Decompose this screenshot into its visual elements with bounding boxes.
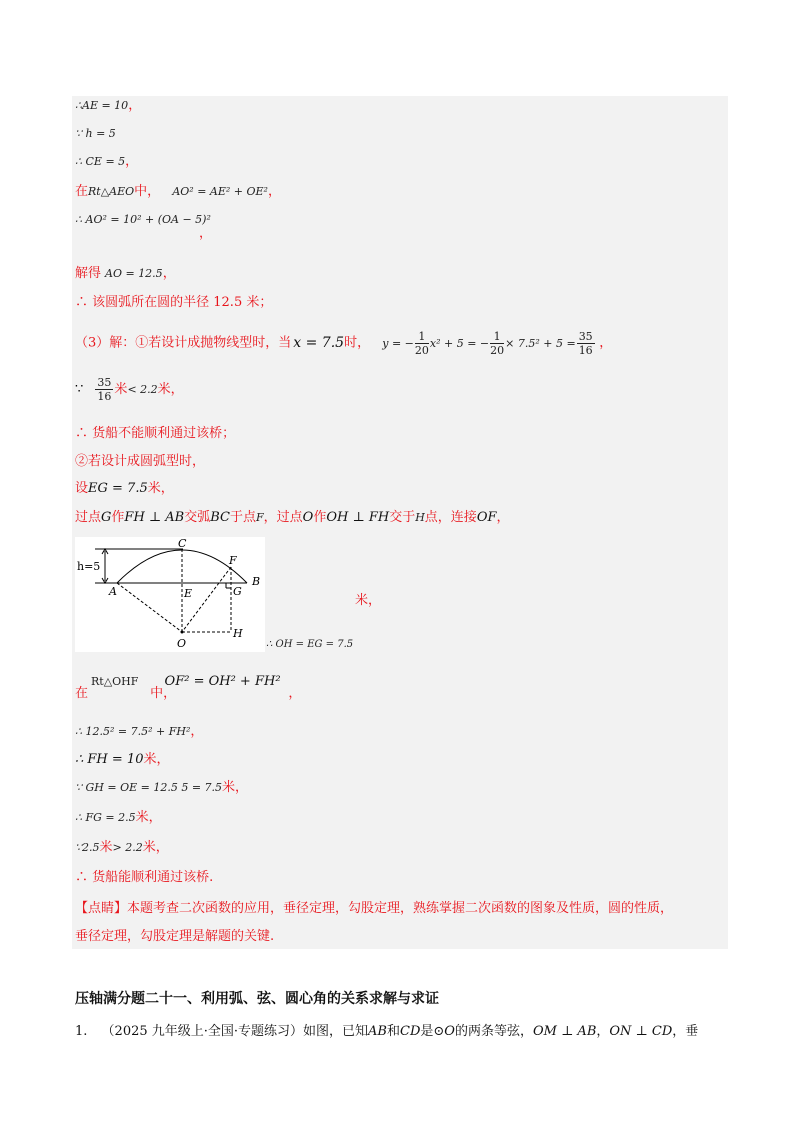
text: 解得 [75, 266, 102, 281]
solution-line [75, 686, 301, 702]
math-expr: OF [476, 510, 497, 525]
text: 米 [114, 382, 128, 397]
fraction-numerator: 1 [415, 330, 429, 344]
question-1 [75, 1020, 698, 1039]
solution-line [75, 212, 211, 228]
solution-line [75, 184, 281, 200]
solution-line-tail [199, 226, 212, 242]
math-expr: Rt△OHF [91, 675, 139, 688]
question-text: 的两条等弦， [454, 1024, 533, 1039]
label-h: h=5 [77, 560, 101, 573]
solution-line [75, 454, 205, 470]
math-expr: ∵ GH = OE = 12.5 5 = 7.5 [75, 781, 223, 794]
text: 设 [75, 481, 89, 496]
text: 于点 [229, 510, 256, 525]
solution-line [355, 593, 381, 609]
math-expr: > 2.2 [112, 841, 143, 854]
solution-line [266, 636, 353, 653]
text: ∵ [75, 382, 84, 397]
solution-line [75, 724, 203, 740]
math-expr: BC [210, 510, 230, 525]
text: 作 [111, 510, 125, 525]
label-o: O [177, 637, 187, 650]
label-c: C [178, 537, 187, 550]
text: ， [190, 724, 204, 739]
key-point-text: 【点睛】本题考查二次函数的应用，垂径定理，勾股定理，熟练掌握二次函数的图象及性质，圆的性质， [75, 901, 674, 916]
question-text: 和 [386, 1024, 400, 1039]
label-e: E [184, 587, 193, 600]
math-expr: FH ⊥ AB [124, 510, 185, 525]
text: （3）解：①若设计成抛物线型时，当 [75, 335, 292, 351]
text: 米， [142, 840, 169, 855]
text: ∴ 该圆弧所在圆的半径 12.5 米； [75, 295, 273, 310]
text: ， [288, 686, 302, 701]
text: 米， [355, 593, 382, 608]
math-expr: ON ⊥ CD [609, 1024, 673, 1039]
math-expr: ∴ FH = 10 [75, 752, 144, 767]
text: ， [267, 184, 281, 199]
math-expr: < 2.2 [127, 383, 158, 396]
text: ， [599, 335, 613, 351]
label-h-point: H [233, 627, 243, 640]
math-expr: H [415, 511, 425, 524]
math-expr: O [302, 510, 314, 525]
math-expr: Rt△AEO [88, 185, 135, 198]
solution-line [75, 266, 176, 282]
question-number: 1. [75, 1024, 88, 1039]
text: 中， [150, 686, 177, 701]
solution-line [75, 154, 138, 170]
text: ， [128, 98, 142, 113]
solution-line [75, 780, 248, 796]
solution-line [75, 810, 162, 826]
math-expr: ∴ FG = 2.5 [75, 811, 136, 824]
math-expr: ⊙O [433, 1024, 455, 1039]
text: 在 [75, 686, 89, 701]
solution-line [75, 426, 235, 442]
math-part: y = − [382, 336, 414, 350]
math-expr: ∴AE = 10 [75, 99, 129, 112]
math-part: x² + 5 = − [429, 336, 490, 350]
math-expr: OM ⊥ AB [532, 1024, 597, 1039]
text: 米 [99, 840, 113, 855]
math-expr: OH ⊥ FH [326, 510, 390, 525]
text: 过点 [75, 510, 102, 525]
fraction-numerator: 35 [97, 376, 112, 389]
solution-line [75, 929, 274, 945]
fraction-denominator: 16 [97, 390, 112, 403]
solution-line [75, 481, 174, 497]
math-expr: G [101, 510, 112, 525]
fraction-denominator: 16 [578, 344, 593, 357]
math-expr: ∴ 12.5² = 7.5² + FH² [75, 725, 191, 738]
solution-line [75, 752, 169, 768]
math-expr: ∴ OH = EG = 7.5 [266, 639, 354, 650]
question-text: （2025 九年级上·全国·专题练习）如图，已知 [101, 1024, 369, 1039]
math-expr: OF² = OH² + FH² [164, 674, 281, 689]
solution-line [75, 901, 673, 917]
text: 米， [157, 382, 184, 397]
text: ∴ 货船不能顺利通过该桥； [75, 426, 236, 441]
solution-line [75, 870, 213, 886]
math-expr: AO = 12.5 [105, 267, 163, 280]
math-expr: AO² = AE² + OE² [172, 185, 268, 198]
text: 米， [143, 752, 170, 767]
solution-line [75, 295, 272, 311]
math-part: × 7.5² + 5 = [505, 336, 576, 350]
text: ，过点 [263, 510, 303, 525]
geometry-diagram [75, 537, 265, 652]
math-expr: EG = 7.5 [88, 481, 148, 496]
question-text: ，垂 [672, 1024, 699, 1039]
question-text: 是 [420, 1024, 434, 1039]
text: 点，连接 [424, 510, 477, 525]
text: 时， [344, 335, 371, 351]
fraction-numerator: 35 [578, 330, 593, 343]
text: ②若设计成圆弧型时， [75, 454, 206, 469]
math-expr: F [256, 511, 264, 524]
math-expr: x = 7.5 [293, 334, 345, 351]
parabola-equation [382, 330, 599, 357]
solution-line [75, 840, 169, 856]
question-text: ， [596, 1024, 610, 1039]
fraction-denominator: 20 [490, 344, 505, 357]
math-expr: ∴ AO² = 10² + (OA − 5)² [75, 213, 211, 226]
label-f: F [229, 554, 237, 567]
fraction-denominator: 20 [414, 344, 429, 357]
solution-line [75, 330, 612, 357]
label-a: A [109, 585, 117, 598]
text: 作 [313, 510, 327, 525]
solution-line [75, 98, 141, 114]
text: ， [125, 154, 139, 169]
solution-line [75, 510, 510, 526]
solution-line [75, 126, 116, 142]
math-expr: ∴ CE = 5 [75, 155, 126, 168]
key-point-text: 垂径定理，勾股定理是解题的关键. [75, 929, 275, 944]
text: ∴ 货船能顺利通过该桥. [75, 870, 214, 885]
text: 交弧 [184, 510, 211, 525]
text: 在 [75, 184, 89, 199]
math-expr: AB [368, 1024, 387, 1039]
text: 米， [135, 810, 162, 825]
text: ， [162, 266, 176, 281]
text: 中， [134, 184, 161, 199]
arc-bridge-figure [75, 537, 265, 652]
math-expr: ∵2.5 [75, 841, 100, 854]
text: 米， [147, 481, 174, 496]
section-title: 压轴满分题二十一、利用弧、弦、圆心角的关系求解与求证 [75, 991, 439, 1007]
math-expr: CD [400, 1024, 421, 1039]
math-expr: ∵ h = 5 [75, 127, 116, 140]
solution-line [75, 376, 184, 403]
text: ， [496, 510, 510, 525]
label-g: G [233, 585, 242, 598]
text: ， [199, 226, 213, 241]
fraction-numerator: 1 [490, 330, 504, 344]
text: 交于 [389, 510, 416, 525]
text: 米， [222, 780, 249, 795]
label-b: B [252, 575, 261, 588]
